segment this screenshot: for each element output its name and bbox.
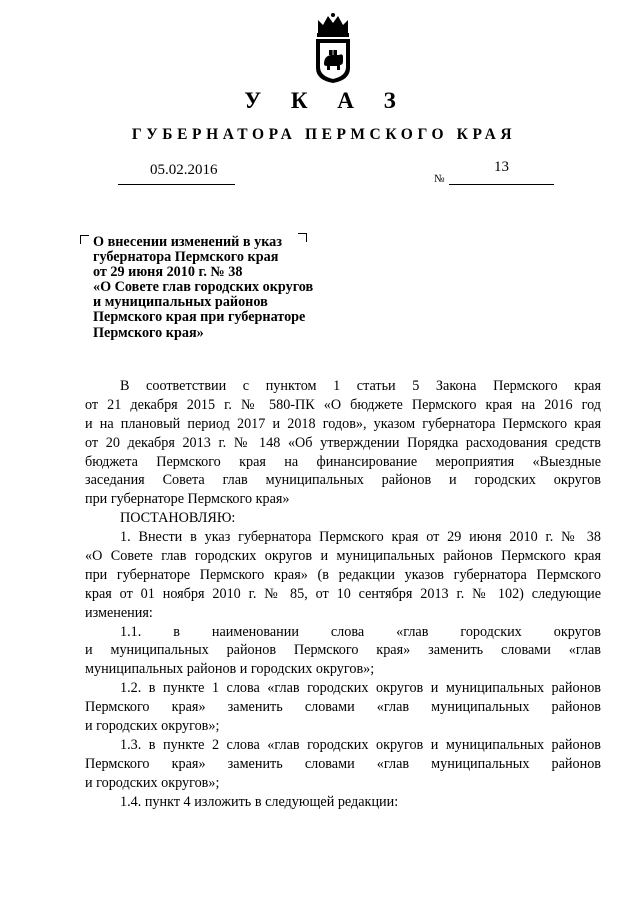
document-number: 13 [494, 159, 509, 175]
body-line: и городских округов»; [85, 774, 220, 791]
document-type-title: У К А З [244, 88, 408, 113]
body-line: и городских округов»; [85, 718, 220, 735]
body-line: от 21 декабря 2015 г. № 580-ПК «О бюджете Пермского края на 2016 год [85, 396, 601, 413]
body-line: муниципальных районов и городских округов»; [85, 661, 375, 678]
body-line: от 20 декабря 2013 г. № 148 «Об утверждении Порядка расходования средств [85, 434, 601, 451]
body-line: Пермского края» заменить словами «глав муниципальных районов [85, 699, 601, 716]
subject-line: Пермского края» [93, 324, 204, 341]
subject-corner-mark-left [80, 235, 89, 244]
subject-line: «О Совете глав городских округов [93, 279, 314, 296]
body-line: 1.2. в пункте 1 слова «глав городских округов и муниципальных районов [120, 680, 601, 697]
subject-line: губернатора Пермского края [93, 249, 279, 266]
subject-line: и муниципальных районов [93, 294, 268, 311]
body-line: заседания Совета глав муниципальных районов и городских округов [85, 472, 601, 489]
body-line: изменения: [85, 604, 153, 621]
body-line: В соответствии с пунктом 1 статьи 5 Закона Пермского края [120, 378, 601, 394]
subject-line: О внесении изменений в указ [93, 234, 282, 250]
body-line: «О Совете глав городских округов и муниципальных районов Пермского края [85, 548, 601, 565]
body-line: и муниципальных районов Пермского края» заменить словами «глав [85, 642, 601, 659]
number-underline [449, 184, 554, 185]
subject-line: от 29 июня 2010 г. № 38 [93, 264, 243, 281]
subject-line: Пермского края при губернаторе [93, 309, 306, 326]
body-line: при губернаторе Пермского края» [85, 491, 290, 508]
body-line: 1.4. пункт 4 изложить в следующей редакции: [120, 793, 399, 810]
body-line: при губернаторе Пермского края» (в редакции указов губернатора Пермского [85, 566, 601, 583]
body-line: 1.3. в пункте 2 слова «глав городских округов и муниципальных районов [120, 736, 601, 753]
issuer-title: ГУБЕРНАТОРА ПЕРМСКОГО КРАЯ [131, 126, 517, 143]
number-sign: № [434, 173, 445, 185]
document-body [85, 377, 601, 811]
body-line: 1. Внести в указ губернатора Пермского края от 29 июня 2010 г. № 38 [120, 529, 601, 546]
coat-of-arms-emblem [312, 12, 354, 84]
date-underline [118, 184, 235, 185]
document-subject [93, 235, 313, 341]
document-date: 05.02.2016 [150, 162, 218, 178]
body-line: 1.1. в наименовании слова «глав городских округов [120, 623, 601, 640]
decree-word: ПОСТАНОВЛЯЮ: [120, 510, 236, 527]
body-line: Пермского края» заменить словами «глав муниципальных районов [85, 755, 601, 772]
body-line: края от 01 ноября 2010 г. № 85, от 10 сентября 2013 г. № 102) следующие [85, 585, 601, 602]
body-line: и на плановый период 2017 и 2018 годов», указом губернатора Пермского края [85, 415, 601, 432]
body-line: бюджета Пермского края на финансирование мероприятия «Выездные [85, 453, 601, 470]
